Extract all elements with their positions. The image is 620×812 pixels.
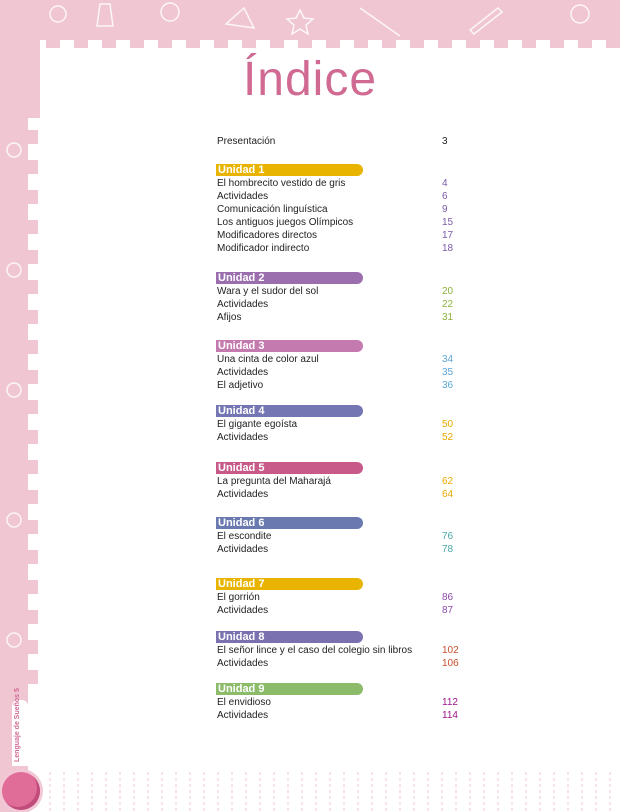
toc-entry-page: 4: [442, 178, 448, 189]
toc-entry[interactable]: [216, 216, 466, 229]
toc-entry-label: Una cinta de color azul: [217, 354, 319, 365]
unit-header[interactable]: Unidad 6: [216, 517, 363, 529]
toc-entry[interactable]: [216, 298, 466, 311]
toc-entry-page: 114: [442, 710, 458, 721]
toc-entry-label: Modificadores directos: [217, 230, 318, 241]
toc-entry-page: 50: [442, 419, 454, 430]
toc-entry-label: Afijos: [217, 312, 242, 323]
page-circle: [2, 772, 40, 810]
toc-entry[interactable]: [216, 431, 466, 444]
toc-entry-label: Modificador indirecto: [217, 243, 310, 254]
toc-entry[interactable]: [216, 475, 466, 488]
toc-entry[interactable]: [216, 285, 466, 298]
toc-entry-label: La pregunta del Maharajá: [217, 476, 331, 487]
toc-entry[interactable]: [216, 418, 466, 431]
toc-entry-label: El señor lince y el caso del colegio sin libros: [217, 645, 413, 656]
toc-entry-label: Actividades: [217, 191, 269, 202]
toc-entry-label: Actividades: [217, 489, 269, 500]
series-label: Lenguaje de Sueños 5: [14, 688, 21, 762]
unit-header[interactable]: Unidad 2: [216, 272, 363, 284]
toc-entry-presentation[interactable]: [216, 135, 466, 148]
toc-entry-label: Actividades: [217, 658, 269, 669]
toc-entry-page: 112: [442, 697, 458, 708]
toc-entry-page: 78: [442, 544, 454, 555]
unit-block: [216, 462, 466, 501]
toc-entry-page: 35: [442, 367, 454, 378]
unit-header[interactable]: Unidad 8: [216, 631, 363, 643]
toc-entry-label: El adjetivo: [217, 380, 264, 391]
toc-entry[interactable]: [216, 366, 466, 379]
series-footer: [12, 688, 28, 766]
unit-block: [216, 683, 466, 722]
toc-entry-label: Presentación: [217, 136, 276, 147]
unit-block: [216, 578, 466, 617]
toc-entry-label: Actividades: [217, 710, 269, 721]
toc-entry[interactable]: [216, 311, 466, 324]
toc-entry-label: Actividades: [217, 299, 269, 310]
toc-entry[interactable]: [216, 657, 466, 670]
toc-entry-page: 87: [442, 605, 454, 616]
toc-entry[interactable]: [216, 203, 466, 216]
unit-block: [216, 340, 466, 392]
toc-entry[interactable]: [216, 696, 466, 709]
toc-entry[interactable]: [216, 242, 466, 255]
toc-entry-label: El envidioso: [217, 697, 271, 708]
toc-entry-page: 36: [442, 380, 454, 391]
toc-entry-page: 86: [442, 592, 454, 603]
toc-entry-page: 20: [442, 286, 454, 297]
unit-header[interactable]: Unidad 1: [216, 164, 363, 176]
toc-entry-label: El hombrecito vestido de gris: [217, 178, 346, 189]
toc-entry[interactable]: [216, 379, 466, 392]
toc-entry[interactable]: [216, 177, 466, 190]
toc-entry-page: 106: [442, 658, 459, 669]
toc-entry-label: El escondite: [217, 531, 272, 542]
toc-entry-page: 34: [442, 354, 454, 365]
toc-entry[interactable]: [216, 604, 466, 617]
toc-entry-page: 15: [442, 217, 454, 228]
unit-header[interactable]: Unidad 4: [216, 405, 363, 417]
unit-block: [216, 517, 466, 556]
toc-entry-page: 52: [442, 432, 454, 443]
toc-entry-page: 22: [442, 299, 454, 310]
toc-entry[interactable]: [216, 530, 466, 543]
toc-entry[interactable]: [216, 488, 466, 501]
toc-entry-label: Wara y el sudor del sol: [217, 286, 319, 297]
toc-entry-page: 62: [442, 476, 454, 487]
toc-entry[interactable]: [216, 543, 466, 556]
toc-entry[interactable]: [216, 229, 466, 242]
toc-entry-label: Actividades: [217, 544, 269, 555]
toc-entry-page: 102: [442, 645, 459, 656]
unit-header[interactable]: Unidad 5: [216, 462, 363, 474]
toc-entry[interactable]: [216, 353, 466, 366]
unit-block: [216, 164, 466, 255]
table-of-contents: [216, 130, 466, 722]
unit-header[interactable]: Unidad 3: [216, 340, 363, 352]
unit-header[interactable]: Unidad 7: [216, 578, 363, 590]
toc-entry-page: 6: [442, 191, 448, 202]
toc-entry-label: Actividades: [217, 367, 269, 378]
toc-entry-page: 31: [442, 312, 454, 323]
toc-entry[interactable]: [216, 591, 466, 604]
toc-entry-page: 18: [442, 243, 454, 254]
toc-entry-page: 64: [442, 489, 454, 500]
page-title: Índice: [242, 53, 378, 106]
toc-entry-label: Los antiguos juegos Olímpicos: [217, 217, 354, 228]
unit-block: [216, 631, 466, 670]
unit-block: [216, 405, 466, 444]
toc-entry-page: 9: [442, 204, 448, 215]
unit-block: [216, 272, 466, 324]
units-list: [216, 164, 466, 722]
toc-entry[interactable]: [216, 190, 466, 203]
toc-entry-label: El gorrión: [217, 592, 260, 603]
toc-entry-page: 76: [442, 531, 454, 542]
toc-entry-page: 3: [442, 136, 448, 147]
toc-entry-label: Actividades: [217, 432, 269, 443]
toc-entry-label: Comunicación linguística: [217, 204, 328, 215]
toc-entry-label: El gigante egoísta: [217, 419, 298, 430]
toc-entry[interactable]: [216, 709, 466, 722]
bottom-decoration: [40, 772, 620, 812]
unit-header[interactable]: Unidad 9: [216, 683, 363, 695]
toc-entry-label: Actividades: [217, 605, 269, 616]
toc-entry-page: 17: [442, 230, 454, 241]
toc-entry[interactable]: [216, 644, 466, 657]
